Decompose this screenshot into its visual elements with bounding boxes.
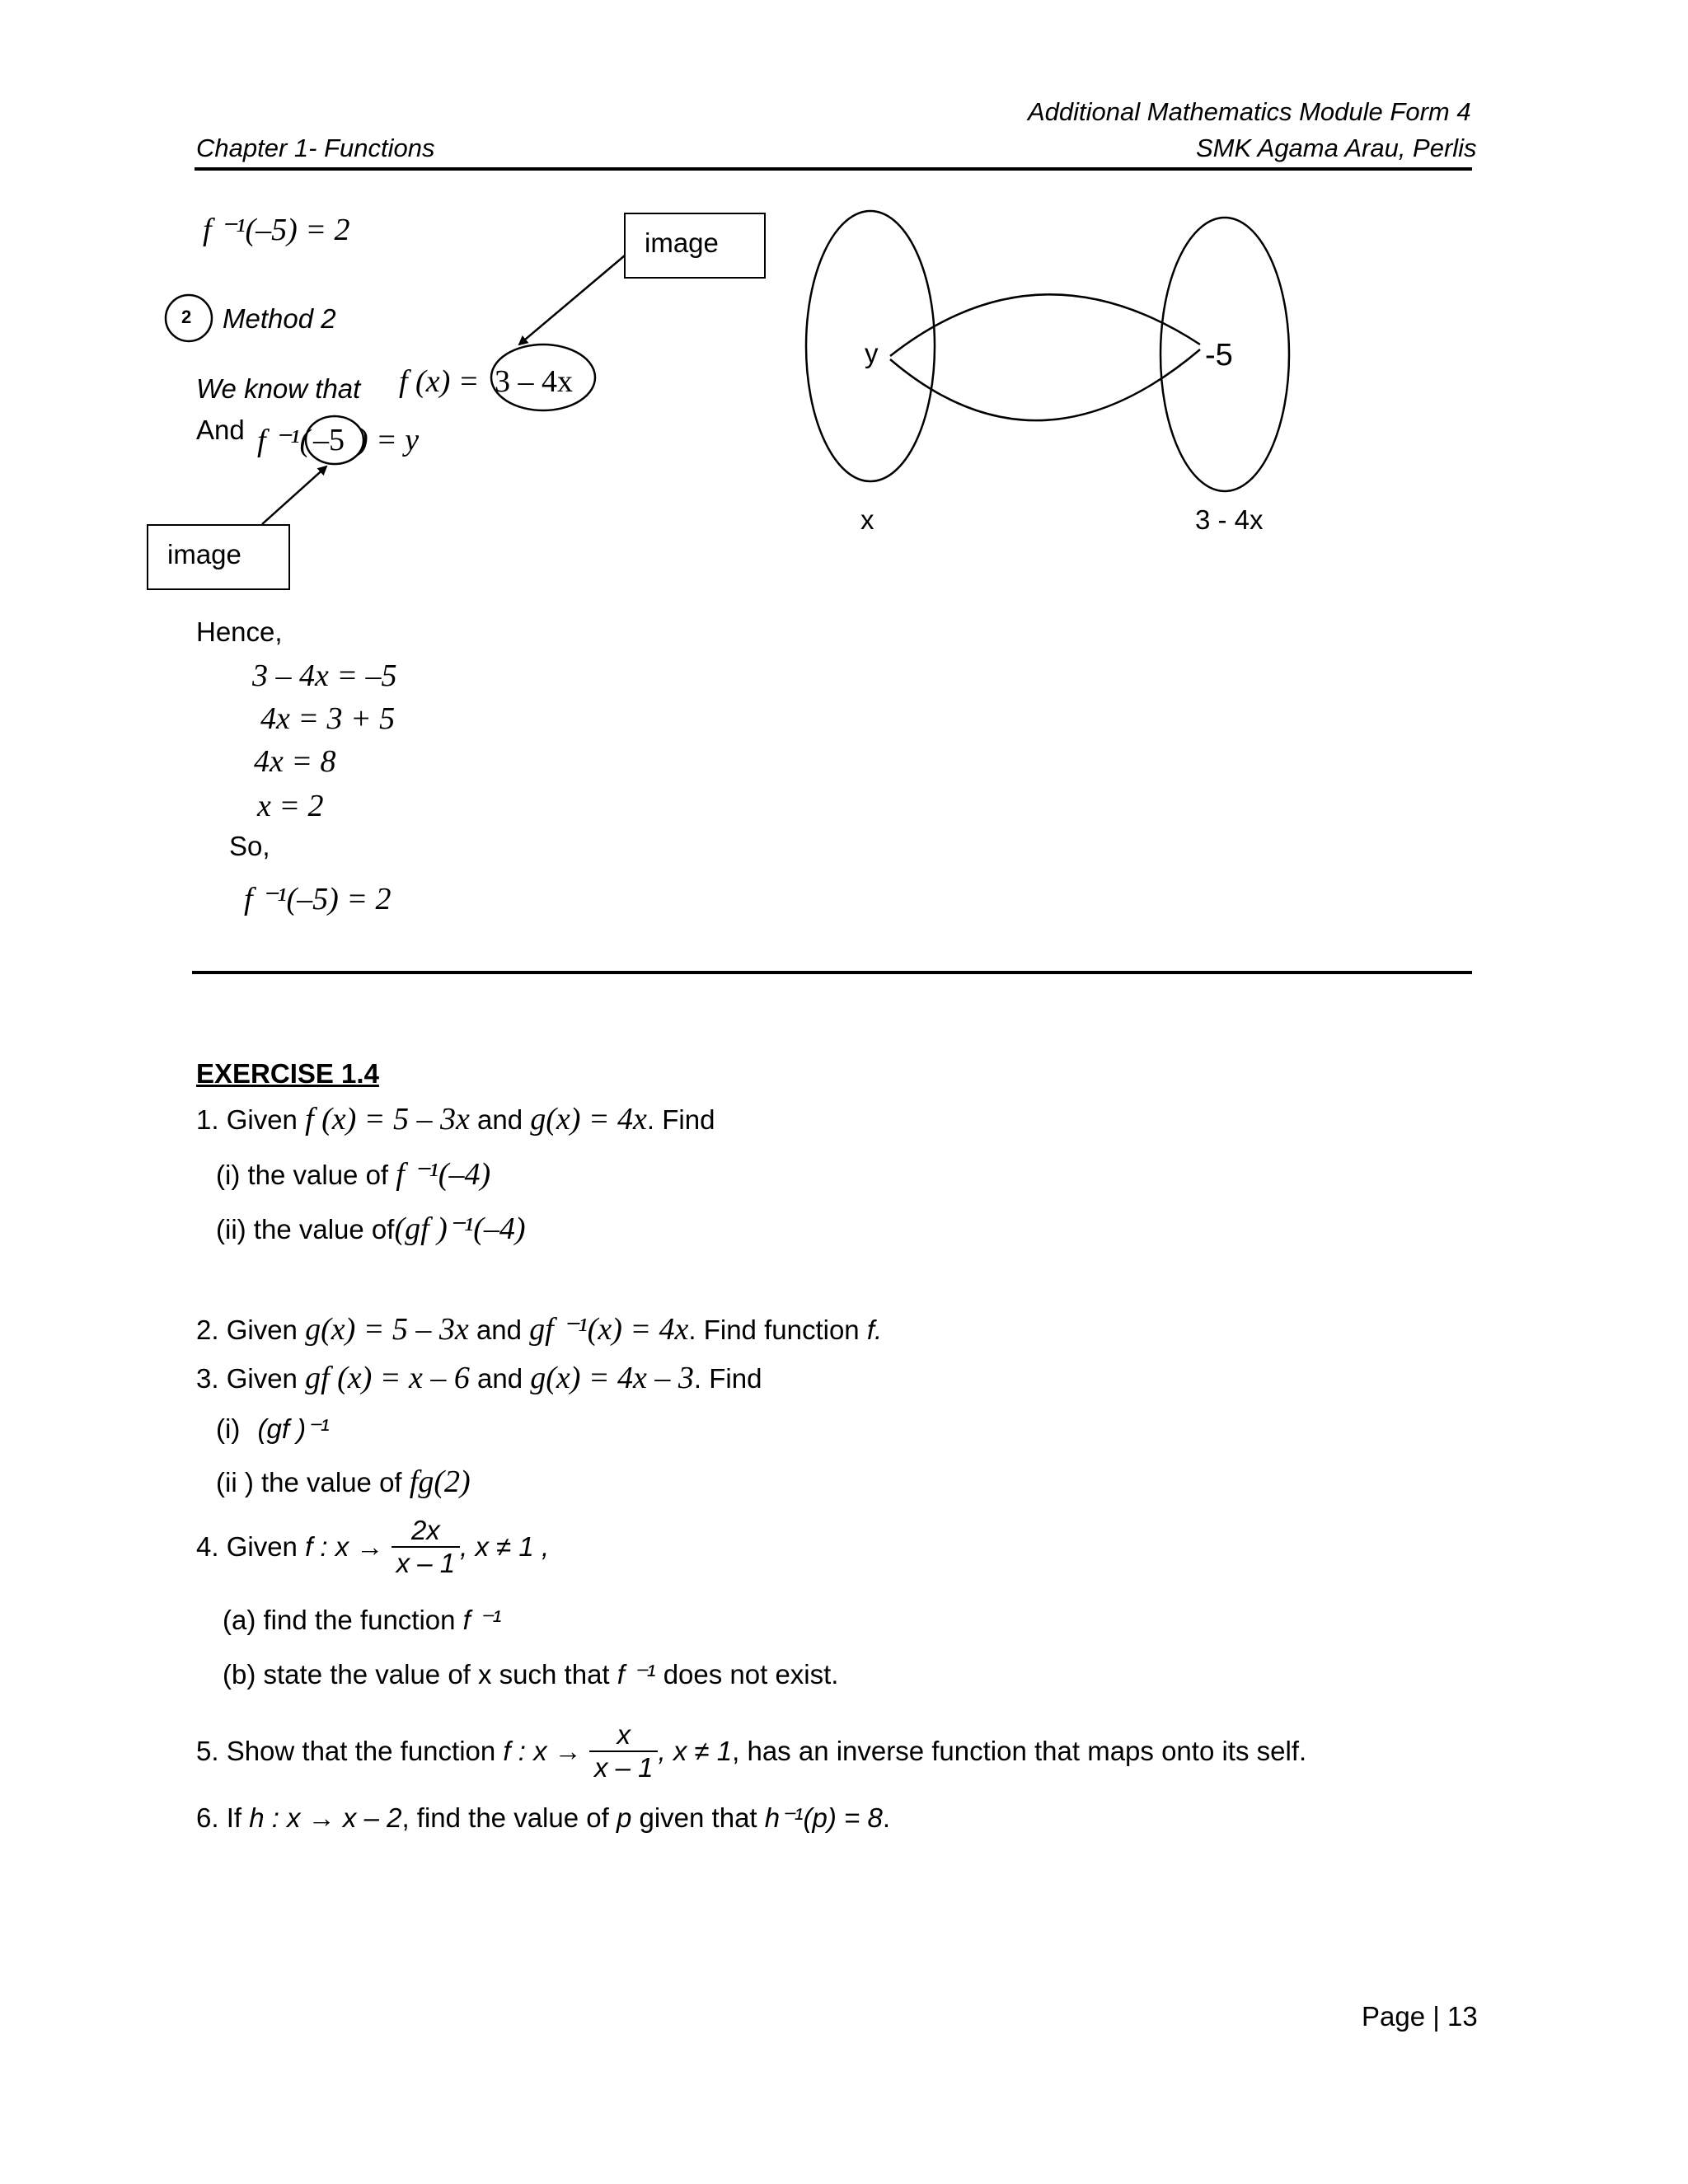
finv-arg: –5 — [313, 423, 345, 457]
q1-ii-label: (ii) the value of — [216, 1214, 395, 1244]
mapping-curve-lower — [890, 349, 1200, 420]
q1-f: f (x) = 5 – 3x — [305, 1102, 470, 1137]
right-element: -5 — [1205, 338, 1233, 373]
q6-given: given that — [639, 1802, 757, 1833]
q5-fraction — [589, 1719, 659, 1783]
q1-g: g(x) = 4x — [530, 1102, 647, 1137]
solution-result: f ⁻¹(–5) = 2 — [244, 882, 392, 916]
left-element: y — [865, 338, 879, 368]
q3-intro: 3. Given — [196, 1363, 298, 1394]
q2-g: g(x) = 5 – 3x — [305, 1312, 469, 1347]
q6-cond: h⁻¹(p) = 8 — [764, 1802, 883, 1833]
q2-gfinv: gf ⁻¹(x) = 4x — [529, 1312, 689, 1347]
q3-text — [196, 1360, 762, 1396]
image-box-left-label: image — [167, 539, 241, 569]
q3-ii-math: fg(2) — [409, 1465, 471, 1499]
q6-end: . — [882, 1802, 891, 1833]
solution-step: 4x = 3 + 5 — [260, 701, 396, 736]
q2-text — [196, 1310, 882, 1347]
q1-part-ii — [216, 1210, 526, 1247]
q5-end: , has an inverse function that maps onto its self. — [732, 1736, 1307, 1766]
q5-intro: 5. Show that the function — [196, 1736, 496, 1766]
solution-step: 4x = 8 — [254, 744, 336, 779]
method-title: Method 2 — [223, 303, 336, 334]
q4-intro: 4. Given — [196, 1531, 298, 1562]
q3-g: g(x) = 4x – 3 — [530, 1361, 694, 1395]
q6-text — [196, 1802, 890, 1834]
q4-fraction — [392, 1515, 461, 1579]
q4-map: f : x → — [305, 1531, 384, 1562]
q2-intro: 2. Given — [196, 1315, 298, 1345]
mapping-curve-upper — [890, 294, 1200, 356]
q6-p: p — [616, 1802, 632, 1833]
header-right-line1: Additional Mathematics Module Form 4 — [1028, 97, 1471, 126]
q1-text — [196, 1101, 715, 1137]
q6-mid: , find the value of — [401, 1802, 609, 1833]
we-know-that: We know that — [196, 373, 361, 404]
q3-gf: gf (x) = x – 6 — [305, 1361, 470, 1395]
q4-a-math: f ⁻¹ — [462, 1605, 502, 1635]
q3-i-label: (i) — [216, 1413, 241, 1444]
q4-part-a — [223, 1604, 501, 1636]
q4-text — [196, 1515, 549, 1579]
q2-f: f. — [866, 1315, 883, 1345]
q3-i-math: (gf )⁻¹ — [257, 1413, 330, 1444]
page-number: Page | 13 — [1362, 2001, 1478, 2032]
finv-rhs: ) = y — [358, 423, 420, 457]
q4-cond: , x ≠ 1 , — [460, 1531, 550, 1562]
q5-map: f : x → — [503, 1736, 582, 1766]
q3-part-ii — [216, 1464, 471, 1500]
exercise-title: EXERCISE 1.4 — [196, 1058, 379, 1089]
q4-b-math: f ⁻¹ — [617, 1659, 656, 1690]
finv-lhs: f ⁻¹( — [257, 424, 311, 458]
solution-step: 3 – 4x = –5 — [252, 658, 397, 693]
header-right-line2: SMK Agama Arau, Perlis — [1196, 134, 1477, 162]
header-left: Chapter 1- Functions — [196, 134, 435, 162]
fx-lhs: f (x) = — [399, 364, 480, 399]
q1-part-i — [216, 1155, 490, 1193]
q5-den: x – 1 — [593, 1752, 654, 1783]
q2-and: and — [476, 1315, 522, 1345]
q1-ii-math: (gf )⁻¹(–4) — [394, 1212, 526, 1246]
q2-find: . Find function — [688, 1315, 860, 1345]
fx-rhs: 3 – 4x — [495, 364, 573, 399]
arrow-to-image-left — [262, 466, 326, 524]
q1-intro: 1. Given — [196, 1104, 298, 1135]
q3-ii-label: (ii ) the value of — [216, 1467, 402, 1497]
q4-num: 2x — [392, 1515, 461, 1548]
q4-b-end: does not exist. — [663, 1659, 839, 1690]
arrow-to-image-top — [519, 255, 625, 344]
q6-map: h : x → x – 2 — [249, 1802, 402, 1833]
q4-part-b — [223, 1658, 838, 1690]
method-number: 2 — [181, 307, 192, 327]
q3-part-i — [216, 1413, 330, 1445]
method1-result: f ⁻¹(–5) = 2 — [203, 213, 350, 247]
q5-text — [196, 1719, 1306, 1783]
q4-a-label: (a) find the function — [223, 1605, 456, 1635]
left-set-label: x — [860, 504, 874, 535]
q3-and: and — [477, 1363, 523, 1394]
q1-find: . Find — [646, 1104, 715, 1135]
q5-cond: , x ≠ 1 — [658, 1736, 733, 1766]
section-rule — [192, 971, 1472, 974]
right-set-label: 3 - 4x — [1195, 504, 1264, 535]
q6-intro: 6. If — [196, 1802, 242, 1833]
q1-i-math: f ⁻¹(–4) — [396, 1157, 491, 1192]
q1-and: and — [477, 1104, 523, 1135]
solution-step: x = 2 — [257, 789, 324, 823]
q4-den: x – 1 — [396, 1548, 456, 1578]
q1-i-label: (i) the value of — [216, 1160, 389, 1190]
so-label: So, — [229, 831, 270, 861]
q4-b-label: (b) state the value of x such that — [223, 1659, 610, 1690]
and-label: And — [196, 415, 245, 445]
q3-find: . Find — [693, 1363, 762, 1394]
image-box-top-label: image — [645, 227, 719, 258]
hence-label: Hence, — [196, 616, 283, 647]
q5-num: x — [589, 1719, 659, 1752]
